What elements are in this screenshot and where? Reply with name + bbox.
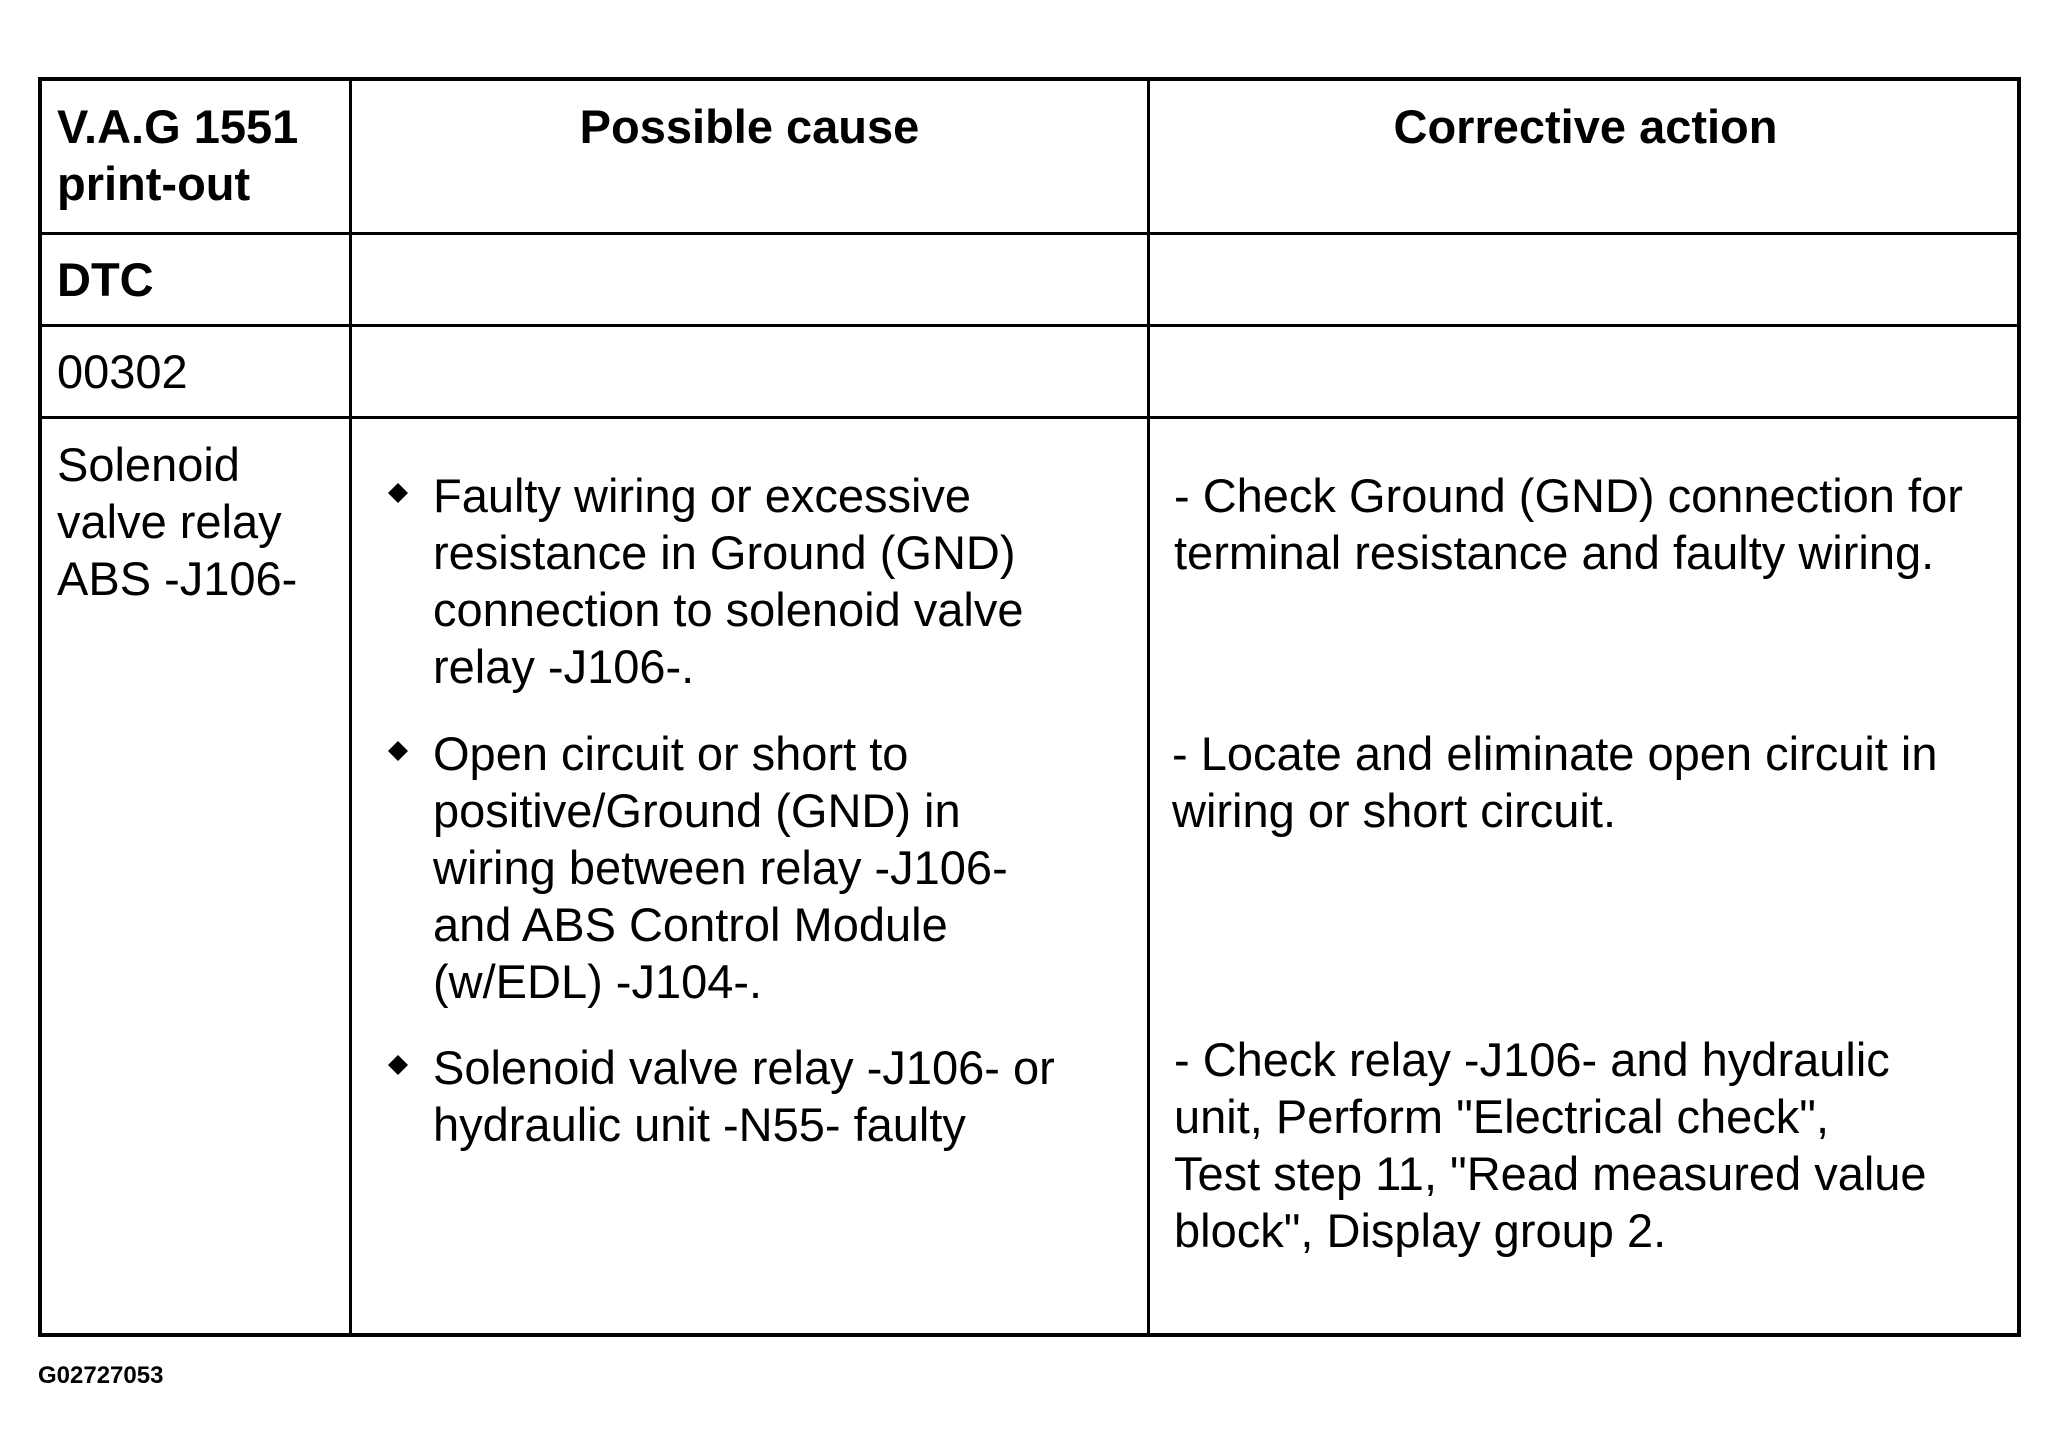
component-name: Solenoid valve relay ABS -J106- — [57, 438, 298, 605]
action-text: - Check Ground (GND) connection for terminal resistance and faulty wiring. — [1174, 469, 1963, 579]
dtc-code: 00302 — [57, 345, 188, 398]
figure-id: G02727053 — [38, 1362, 164, 1389]
cause-text: Faulty wiring or excessive resistance in Ground (GND) connection to solenoid valve relay -J106-. — [433, 469, 1024, 693]
diamond-bullet-icon — [388, 483, 408, 503]
action-text: - Locate and eliminate open circuit in wiring or short circuit. — [1172, 727, 1938, 837]
cause-text: Open circuit or short to positive/Ground (GND) in wiring between relay -J106- and ABS Control Module (w/EDL) -J104-. — [433, 727, 1008, 1008]
column-divider — [1147, 81, 1150, 1333]
header-printout: V.A.G 1551 print-out — [57, 100, 299, 210]
cause-text: Solenoid valve relay -J106- or hydraulic unit -N55- faulty — [433, 1041, 1055, 1151]
troubleshooting-table — [38, 77, 2021, 1337]
action-text: - Check relay -J106- and hydraulic unit, Perform "Electrical check", Test step 11, "Read measured value block", Display group 2. — [1174, 1033, 1927, 1257]
column-divider — [349, 81, 352, 1333]
diamond-bullet-icon — [388, 1055, 408, 1075]
dtc-label: DTC — [57, 253, 154, 306]
causes-list — [388, 81, 1128, 1333]
header-corrective-action: Corrective action — [1393, 100, 1778, 153]
header-possible-cause: Possible cause — [579, 100, 920, 153]
diamond-bullet-icon — [388, 741, 408, 761]
